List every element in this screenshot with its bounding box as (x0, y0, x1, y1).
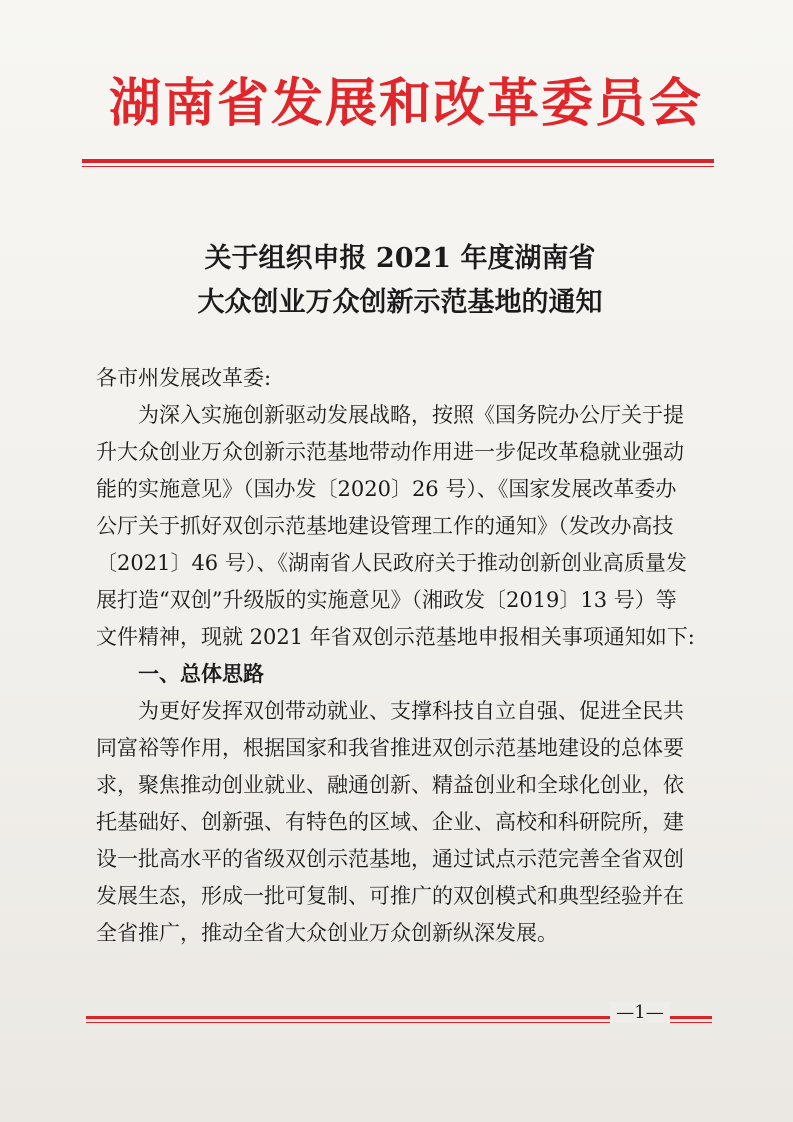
section-paragraph: 为更好发挥双创带动就业、支撑科技自立自强、促进全民共同富裕等作用，根据国家和我省推进双创示范基地建设的总体要求，聚焦推动创业就业、融通创新、精益创业和全球化创业，依托基础好、创新强、有特色的区域、企业、高校和科研院所，建设一批高水平的省级双创示范基地，通过试点示范完善全省双创发展生态，形成一批可复制、可推广的双创模式和典型经验并在全省推广，推动全省大众创业万众创新纵深发展。 (96, 699, 684, 945)
page-number: —1— (610, 1002, 670, 1023)
intro-paragraph: 为深入实施创新驱动发展战略，按照《国务院办公厅关于提升大众创业万众创新示范基地带动作用进一步促改革稳就业强动能的实施意见》（国办发〔2020〕26 号）、《国家发展改革委办公厅关于抓好双创示范基地建设管理工作的通知》（发改办高技〔2021〕46 号）、《湖南省人民政府关于推动创新创业高质量发展打造“双创”升级版的实施意见》（湘政发〔2019〕13 号）等文件精神，现就 2021 年省双创示范基地申报相关事项通知如下: (96, 403, 695, 649)
document-body (96, 360, 696, 952)
title-line-1: 关于组织申报 2021 年度湖南省 (204, 243, 596, 274)
header-red-rule-thin (82, 166, 714, 167)
document-title (120, 237, 680, 325)
section-heading: 一、总体思路 (138, 662, 264, 686)
title-line-2: 大众创业万众创新示范基地的通知 (197, 287, 603, 318)
issuing-authority-header: 湖南省发展和改革委员会 (108, 73, 703, 134)
salutation: 各市州发展改革委: (96, 366, 272, 390)
header-red-rule (82, 159, 714, 163)
